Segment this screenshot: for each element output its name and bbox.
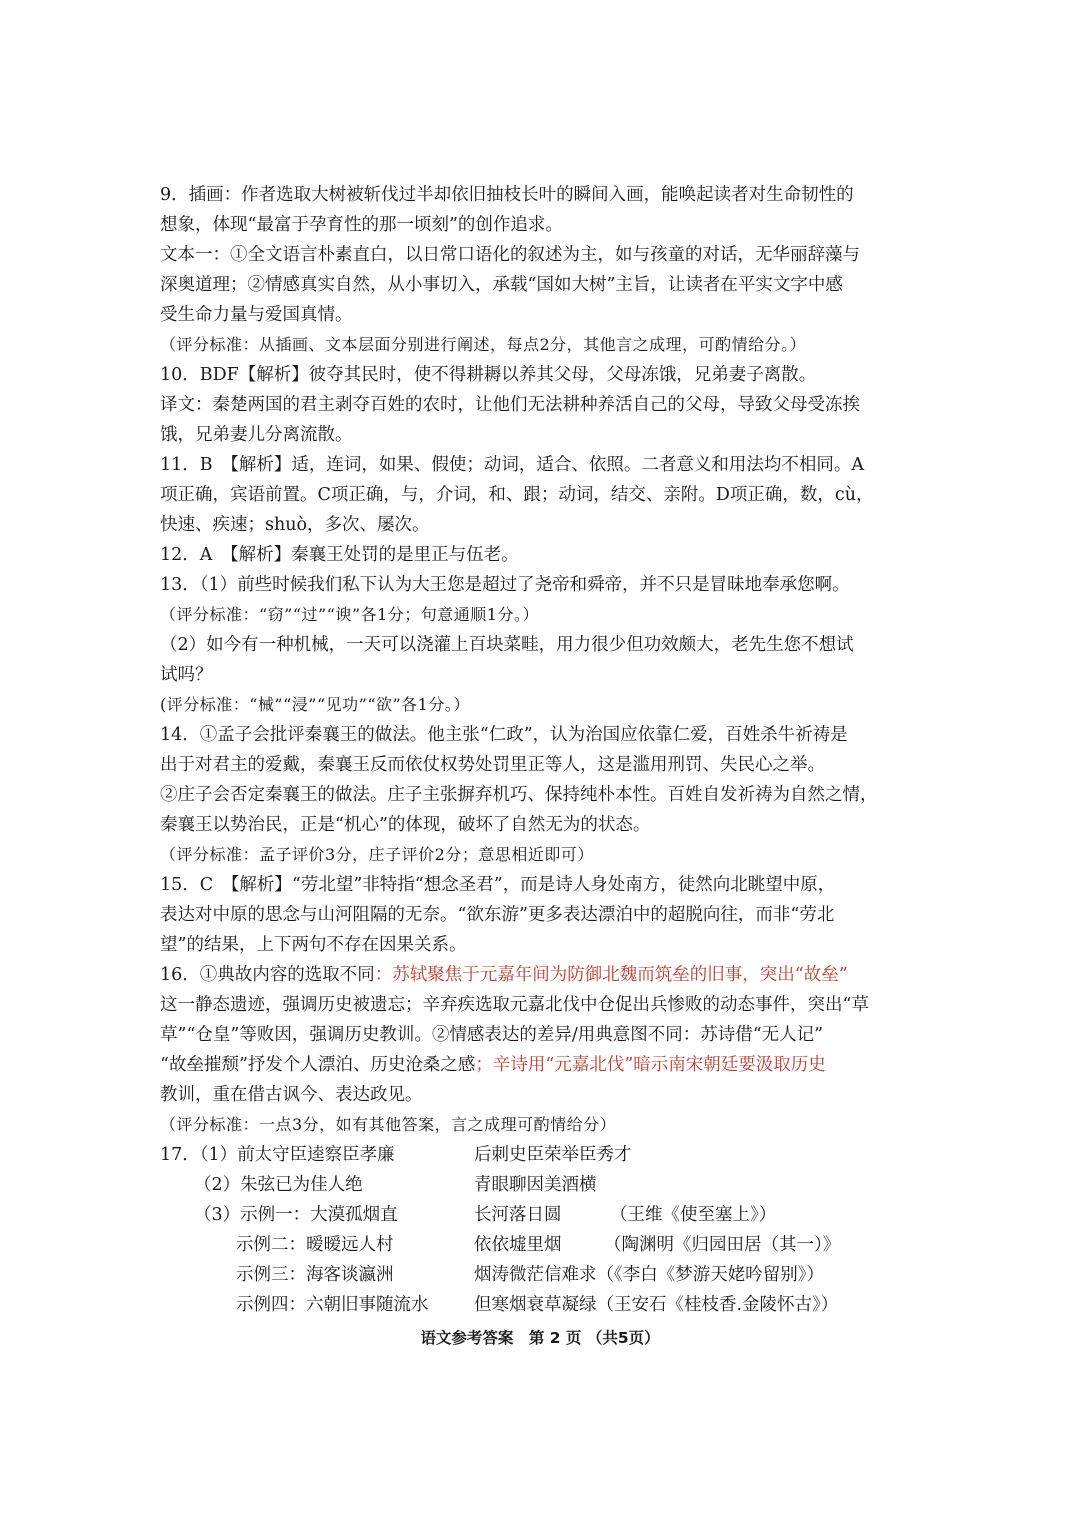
- text-line: 14．①孟子会批评秦襄王的做法。他主张“仁政”，认为治国应依靠仁爱，百姓杀牛祈祷是: [160, 725, 848, 745]
- text-line: 表达对中原的思念与山河阻隔的无奈。“欲东游”更多表达漂泊中的超脱向往，而非“劳北: [160, 905, 835, 925]
- text-line: ②庄子会否定秦襄王的做法。庄子主张摒弃机巧、保持纯朴本性。百姓自发祈祷为自然之情，: [160, 785, 878, 805]
- text-line: 饿，兄弟妻儿分离流散。: [160, 425, 353, 445]
- q17-row-6-b: 但寒烟衰草凝绿（王安石《桂枝香.金陵怀古》）: [474, 1295, 839, 1315]
- q16-line-4: [160, 1050, 922, 1080]
- q17-row-4: [160, 1230, 922, 1260]
- text-line: 深奥道理；②情感真实自然，从小事切入，承载“国如大树”主旨，让读者在平实文字中感: [160, 275, 843, 295]
- q17-row-5-a: 示例三：海客谈瀛洲: [236, 1265, 394, 1285]
- q16-scoring: （评分标准：一点3分，如有其他答案，言之成理可酌情给分）: [160, 1115, 617, 1134]
- q16-line-2: 这一静态遗迹，强调历史被遗忘；辛弃疾选取元嘉北伐中仓促出兵惨败的动态事件，突出“草: [160, 995, 869, 1015]
- answer-text: [160, 180, 922, 960]
- text-line: 9．插画：作者选取大树被斩伐过半却依旧抽枝长叶的瞬间入画，能唤起读者对生命韧性的: [160, 185, 854, 205]
- q17-row-4-a: 示例二：暧暧远人村: [236, 1235, 394, 1255]
- text-line: 受生命力量与爱国真情。: [160, 305, 353, 325]
- q17-row-4-b: 依依墟里烟: [474, 1235, 562, 1255]
- q17-row-3-c: （王维《使至塞上》）: [610, 1205, 777, 1225]
- text-line: （评分标准：“窃”“过”“谀”各1分；句意通顺1分。）: [160, 605, 539, 624]
- text-line: 10．BDF【解析】彼夺其民时，使不得耕耨以养其父母，父母冻饿，兄弟妻子离散。: [160, 365, 817, 385]
- q17-row-5-b: 烟涛微茫信难求（《李白《梦游天姥吟留别》）: [474, 1265, 824, 1285]
- text-line: 译文：秦楚两国的君主剥夺百姓的农时，让他们无法耕种养活自己的父母，导致父母受冻挨: [160, 395, 860, 415]
- q17-row-1: [160, 1140, 922, 1170]
- q17-row-6-a: 示例四：六朝旧事随流水: [236, 1295, 429, 1315]
- text-line: 项正确，宾语前置。C项正确，与，介词，和、跟；动词，结交、亲附。D项正确，数，cù，: [160, 485, 874, 505]
- q17-row-2-b: 青眼聊因美酒横: [474, 1175, 597, 1195]
- q17-row-3: [160, 1200, 922, 1230]
- text-line: （2）如今有一种机械，一天可以浇灌上百块菜畦，用力很少但功效颇大，老先生您不想试: [160, 635, 854, 655]
- text-line: 快速、疾速；shuò，多次、屡次。: [160, 515, 430, 535]
- text-line: 望”的结果，上下两句不存在因果关系。: [160, 935, 467, 955]
- text-line: 13．（1）前些时候我们私下认为大王您是超过了尧帝和舜帝，并不只是冒昧地奉承您啊。: [160, 575, 850, 595]
- text-line: 试吗？: [160, 665, 213, 685]
- q16-line-1: [160, 960, 922, 990]
- text-line: （评分标准：从插画、文本层面分别进行阐述，每点2分，其他言之成理，可酌情给分。）: [160, 335, 807, 354]
- answer-page: [160, 180, 922, 1320]
- q17-row-3-b: 长河落日圆: [474, 1205, 562, 1225]
- q16-line-3-tail: ：苏诗借“无人记”: [682, 1025, 824, 1045]
- page-footer: 语文参考答案 第 2 页 （共5页）: [420, 1329, 660, 1347]
- text-line: 12．A 【解析】秦襄王处罚的是里正与伍老。: [160, 545, 519, 565]
- q17-row-4-c: （陶渊明《归园田居（其一）》: [604, 1235, 841, 1255]
- text-line: 想象，体现“最富于孕育性的那一顷刻”的创作追求。: [160, 215, 563, 235]
- q16-line-1-lead: 16．①典故内容的选取不同: [160, 965, 375, 985]
- q16-line-3: [160, 1020, 922, 1050]
- text-line: 秦襄王以势治民，正是“机心”的体现，破坏了自然无为的状态。: [160, 815, 651, 835]
- q17-row-6: [160, 1290, 922, 1320]
- q16-line-3-lead: 草”“仓皇”等败因，强调历史教训。②情感表达的差异/用典意图不同: [160, 1025, 683, 1045]
- q16-line-4-tail: ；辛诗用“元嘉北伐”暗示南宋朝廷要汲取历史: [475, 1055, 826, 1075]
- text-line: 11．B 【解析】适，连词，如果、假使；动词，适合、依照。二者意义和用法均不相同。A: [160, 455, 865, 475]
- q16-line-5: 教训，重在借古讽今、表达政见。: [160, 1085, 423, 1105]
- q17-row-1-a: 17．（1）前太守臣逵察臣孝廉: [160, 1145, 395, 1165]
- q16-line-4-lead: “故垒摧颓”抒发个人漂泊、历史沧桑之感: [160, 1055, 476, 1075]
- text-line: 出于对君主的爱戴，秦襄王反而依仗权势处罚里正等人，这是滥用刑罚、失民心之举。: [160, 755, 825, 775]
- q17-row-1-b: 后刺史臣荣举臣秀才: [474, 1145, 632, 1165]
- q17-row-5: [160, 1260, 922, 1290]
- text-line: (评分标准：“械”“浸”“见功”“欲”各1分。）: [160, 695, 470, 714]
- text-line: 文本一：①全文语言朴素直白，以日常口语化的叙述为主，如与孩童的对话，无华丽辞藻与: [160, 245, 860, 265]
- text-line: 15．C 【解析】“劳北望”非特指“想念圣君”，而是诗人身处南方，徒然向北眺望中原，: [160, 875, 836, 895]
- q17-row-2-a: （2）朱弦已为佳人绝: [194, 1175, 363, 1195]
- text-line: （评分标准：孟子评价3分，庄子评价2分；意思相近即可）: [160, 845, 594, 864]
- q17-row-3-a: （3）示例一：大漠孤烟直: [194, 1205, 398, 1225]
- q16-line-1-colon: ：苏轼聚焦于元嘉年间为防御北魏而筑垒的旧事，突出“故垒”: [374, 965, 848, 985]
- q17-row-2: [160, 1170, 922, 1200]
